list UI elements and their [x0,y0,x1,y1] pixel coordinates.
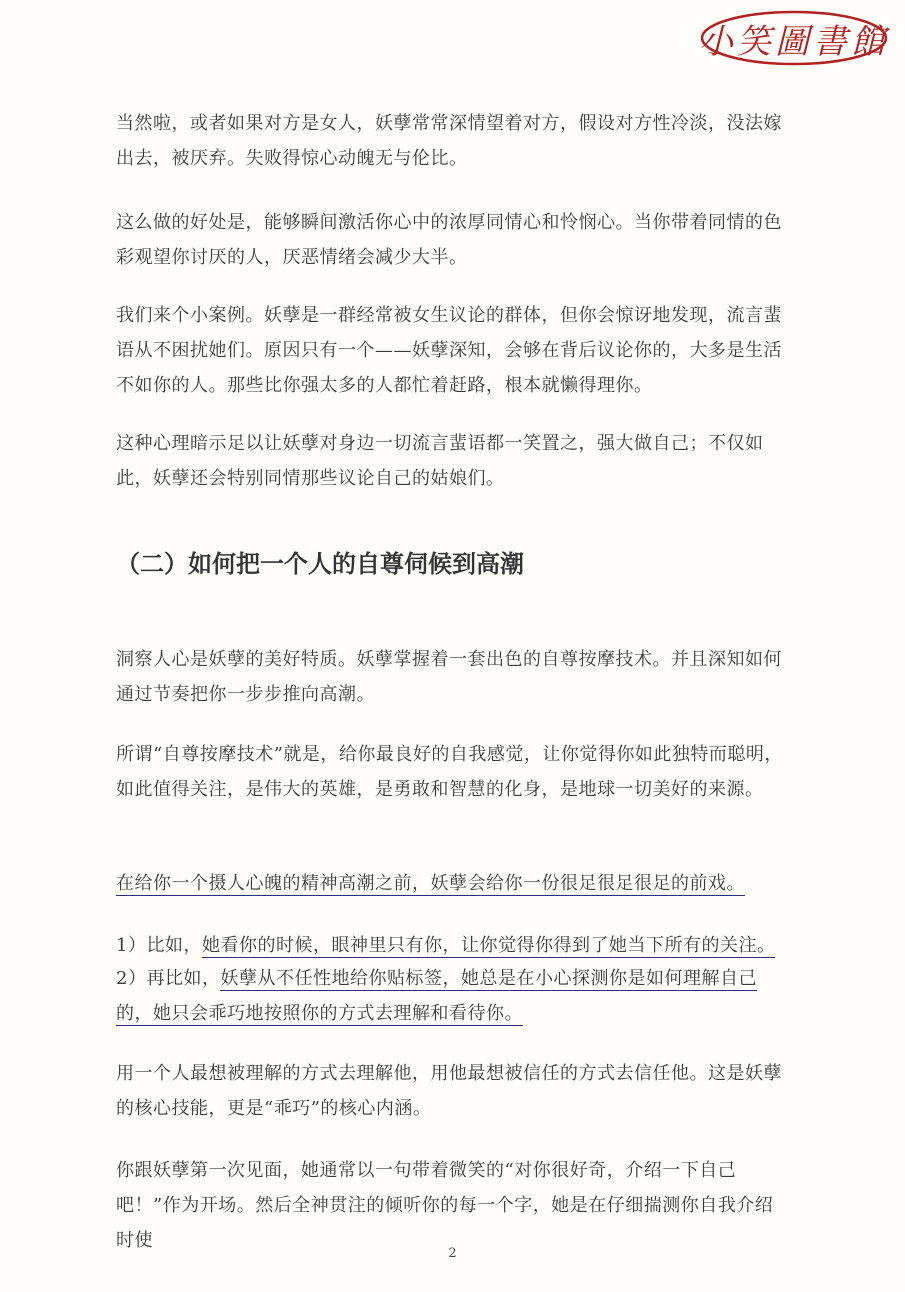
section-heading: （二）如何把一个人的自尊伺候到高潮 [116,549,524,578]
list-item-1 [116,928,788,963]
list-item-2-prefix: 2）再比如， [116,968,221,989]
paragraph-9: 你跟妖孽第一次见面，她通常以一句带着微笑的“对你很好奇，介绍一下自己吧！”作为开场。然后全神贯注的倾听你的每一个字，她是在仔细揣测你自我介绍时使 [116,1160,774,1251]
paragraph-4: 这种心理暗示足以让妖孽对身边一切流言蜚语都一笑置之，强大做自己；不仅如此，妖孽还会特别同情那些议论自己的姑娘们。 [116,433,764,489]
list-item-1-underlined: 她看你的时候，眼神里只有你，让你觉得你得到了她当下所有的关注。 [201,935,776,956]
paragraph-2: 这么做的好处是，能够瞬间激活你心中的浓厚同情心和怜悯心。当你带着同情的色彩观望你讨厌的人，厌恶情绪会减少大半。 [116,212,782,268]
underlined-text: 在给你一个摄人心魄的精神高潮之前，妖孽会给你一份很足很足很足的前戏。 [116,873,745,894]
list-item-2-underlined: 妖孽从不任性地给你贴标签，她总是在小心探测你是如何理解自己的，她只会乖巧地按照你的方式去理解和看待你。 [116,968,757,1024]
paragraph-7 [116,866,788,901]
paragraph-8: 用一个人最想被理解的方式去理解他，用他最想被信任的方式去信任他。这是妖孽的核心技能，更是“乖巧”的核心内涵。 [116,1063,782,1119]
paragraph-1: 当然啦，或者如果对方是女人，妖孽常常深情望着对方，假设对方性冷淡，没法嫁出去，被厌弃。失败得惊心动魄无与伦比。 [116,113,782,169]
paragraph-3: 我们来个小案例。妖孽是一群经常被女生议论的群体，但你会惊讶地发现，流言蜚语从不困扰她们。原因只有一个——妖孽深知，会够在背后议论你的，大多是生活不如你的人。那些比你强太多的人都忙着赶路，根本就懒得理你。 [116,305,782,396]
stamp-text: 小笑圖書館 [699,21,889,62]
library-stamp [698,8,890,68]
list-item-2 [116,961,788,1031]
page-number: 2 [448,1246,457,1261]
paragraph-6: 所谓“自尊按摩技术”就是，给你最良好的自我感觉，让你觉得你如此独特而聪明，如此值得关注，是伟大的英雄，是勇敢和智慧的化身，是地球一切美好的来源。 [116,744,783,800]
list-item-1-prefix: 1）比如， [116,935,202,956]
paragraph-5: 洞察人心是妖孽的美好特质。妖孽掌握着一套出色的自尊按摩技术。并且深知如何通过节奏把你一步步推向高潮。 [116,649,782,705]
